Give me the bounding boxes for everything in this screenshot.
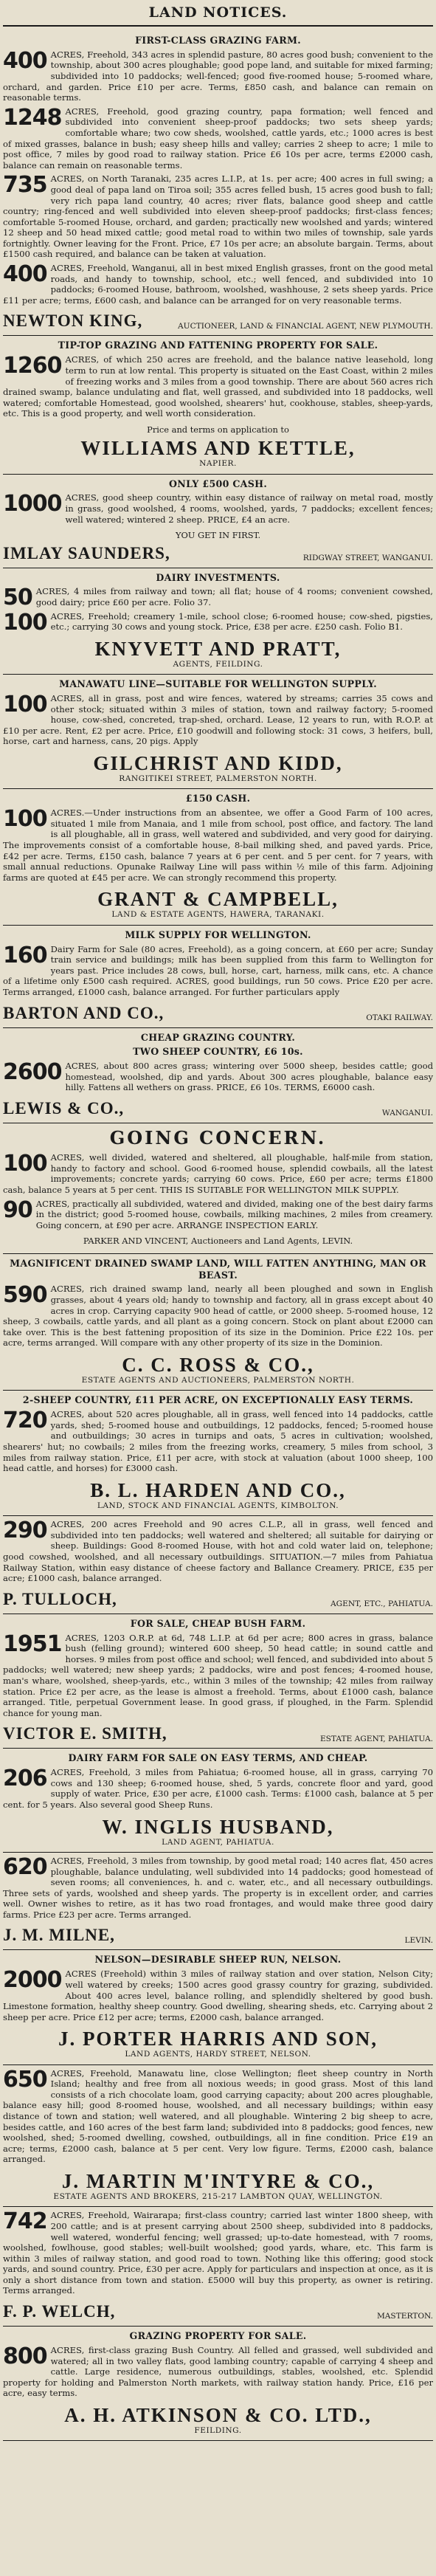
acreage-figure: 1248 [3,104,62,131]
agent-address: LAND AGENT, PAHIATUA. [162,1837,274,1847]
acreage-figure: 1951 [3,1630,62,1657]
agent-signature [3,2302,433,2321]
listing-text: ACRES, practically all subdivided, watered and divided, making one of the best dairy farms in the district; good 5-roomed house, cowbails, milking machines, 2 miles from creamery. Going concern, at £90 per acre. ARRANGE INSPECTION EARLY. [35,1198,433,1230]
property-listing [3,492,433,525]
agent-line: PARKER AND VINCENT, Auctioneers and Land Agents, LEVIN. [83,1236,353,1247]
listing-text: ACRES.—Under instructions from an absentee, we offer a Good Farm of 100 acres, situated 1 mile from Manaia, and 1 mile from school, post office, and factory. The land is all ploughable, all in grass, well watered and subdivided, and very good for dairying. The improvements consist of a comfortable house, 8-bail milking shed, and paved yards. Price, £42 per acre. Terms, £150 cash, balance 7 years at 6 per cent. and 5 per cent. for 7 years, with small annual reductions. Opunake Railway Line will pass within ½ mile of this farm. Adjoining farms are quoted at £45 per acre. We can strongly recommend this property. [3,807,433,883]
land-advertisement [3,1123,433,1254]
section-title: LAND NOTICES. [3,3,433,27]
agent-name: LEWIS & CO., [3,1099,125,1118]
listing-text: ACRES, rich drained swamp land, nearly all been ploughed and sown in English grasses, about 4 years old; handy to township and factory, all in grass except about 40 acres in crop. Carrying capacity 900 head of cattle, or 2000 sheep. 5-roomed house, 12 sheep, 3 cowbails, cattle yards, and all plant as a going concern. Stock on plant about £2000 can take over. This is the best fattening proposition of its size in the Dominion. Price £22 10s. per acre, terms arranged. Will compare with any other property of its size in the Dominion. [3,1284,433,1349]
land-advertisement [3,1950,433,2064]
acreage-figure: 1260 [3,353,62,379]
agent-name: F. P. WELCH, [3,2302,116,2321]
agent-signature [3,1590,433,1609]
listing-text: ACRES, 200 acres Freehold and 90 acres C.L.P., all in grass, well fenced and subdivided into ten paddocks; well watered and sheltered; all suitable for dairying or sheep. Buildings: Good 8-roomed House, with hot and cold water laid on, telephone; good cowshed, woolshed, and all necessary outbuildings. SITUATION.—7 miles from Pahiatua Railway Station, within easy distance of cheese factory and Ballance Creamery. PRICE, £35 per acre; £1000 cash, balance arranged. [3,1519,433,1584]
property-listing [3,1969,433,2022]
agent-name: BARTON AND CO., [3,1003,165,1022]
ad-heading: DAIRY INVESTMENTS. [156,571,280,583]
newspaper-column [3,3,433,2570]
agent-address: AGENT, ETC., PAHIATUA. [331,1599,433,1609]
land-advertisement [3,1391,433,1516]
agent-address: ESTATE AGENTS AND AUCTIONEERS, PALMERSTON NORTH. [81,1376,355,1385]
property-listing [3,1284,433,1349]
agent-address: OTAKI RAILWAY. [366,1013,433,1022]
listing-text: ACRES (Freehold) within 3 miles of railway station and over station, Nelson City; well watered by creeks; 1500 acres good grassy country for grazing, subdivided. About 400 acres level, balance rolling, and splendidly sheltered by good bush. Limestone formation, healthy sheep country. Good dwelling, shearing sheds, etc. Carrying about 2 sheep per acre. Price £12 per acre; terms, £2000 cash, balance arranged. [3,1969,433,2022]
listing-text: ACRES, on North Taranaki, 235 acres L.I.P., at 1s. per acre; 400 acres in full swing; a good deal of papa land on Tiroa soil; 355 acres felled bush, 15 acres good bush to fall; very rich papa land country, 40 acres; river flats, balance good sheep and cattle country; ring-fenced and well subdivided into eleven sheep-proof paddocks; first-class fences; comfortable 5-roomed House, orchard, and garden; practically new woolshed and yards; wintered 12 sheep and 50 head mixed cattle; good metal road to within two miles of township, sale yards fortnightly. Owner leaving for the Front. Price, £7 10s per acre; an absolute bargain. Terms, about £1500 cash required, and balance can be taken at valuation. [3,173,433,260]
acreage-figure: 100 [3,1151,47,1177]
agent-address: MASTERTON. [376,2312,433,2321]
agent-address: RANGITIKEI STREET, PALMERSTON NORTH. [119,774,317,783]
land-advertisement [3,1614,433,1749]
ad-heading: 2-SHEEP COUNTRY, £11 PER ACRE, ON EXCEPTIONALLY EASY TERMS. [22,1394,414,1406]
property-listing [3,2210,433,2296]
listing-text: ACRES, Freehold; creamery 1-mile, school close; 6-roomed house; cow-shed, pigsties, etc.; carrying 30 cows and young stock. Price, £38 per acre. £250 cash. Folio B1. [50,610,433,633]
agent-address: WANGANUI. [381,1109,433,1118]
ad-heading: MANAWATU LINE—SUITABLE FOR WELLINGTON SUPPLY. [59,678,377,690]
agent-name: W. INGLIS HUSBAND, [102,1815,334,1838]
property-listing [3,585,433,611]
land-advertisement [3,926,433,1028]
ad-heading: NELSON—DESIRABLE SHEEP RUN, NELSON. [94,1954,342,1966]
property-listing [3,693,433,747]
land-advertisement [3,1516,433,1614]
agent-name: GILCHRIST AND KIDD, [93,751,343,774]
listing-text: ACRES, Freehold, 343 acres in splendid pasture, 80 acres good bush; convenient to the township, about 300 acres ploughable; good pope land, and suitable for mixed farming; subdivided into 10 paddocks; well-fenced; good five-roomed house; 5-roomed whare, orchard, and garden. Price £10 per acre. Terms, £850 cash, and balance can remain on reasonable terms. [3,49,433,103]
property-listing [3,1519,433,1584]
ad-heading: TIP-TOP GRAZING AND FATTENING PROPERTY FOR SALE. [58,340,378,351]
agent-signature [3,544,433,563]
acreage-figure: 800 [3,2343,47,2369]
ad-heading: £150 CASH. [185,793,251,805]
agent-name: B. L. HARDEN AND CO., [90,1478,346,1501]
land-advertisement [3,1028,433,1124]
acreage-figure: 206 [3,1766,47,1792]
listing-text: ACRES, Freehold, Wairarapa; first-class country; carried last winter 1800 sheep, with 200 cattle; and is at present carrying about 2500 sheep, subdivided into 8 paddocks, well watered, wonderful fencing; well grassed; up-to-date homestead, with 7 rooms, woolshed, fowlhouse, good stables; well-built woolshed; good yards, whare, etc. This farm is within 3 miles of railway station, and good road to town. Nothing like this offering; good stock yards, and sound country. Price, £30 per acre. Apply for particulars and inspection at once, as it is only a short distance from town and station. £5000 will buy this property, as owner is retiring. Terms arranged. [3,2210,433,2296]
acreage-figure: 1000 [3,491,62,517]
agent-name: J. MARTIN M'INTYRE & CO., [61,2169,375,2192]
acreage-figure: 2000 [3,1967,62,1994]
listing-text: ACRES, all in grass, post and wire fences, watered by streams; carries 35 cows and other stock; situated within 3 miles of station, town and railway factory; 5-roomed house, cow-shed, concreted, trap-shed, orchard. Lease, 12 years to run, with R.O.P. at £10 per acre. Rent, £2 per acre. Price, £10 goodwill and following stock: 31 cows, 3 heifers, bull, horse, cart and harness, cans, 20 pigs. Apply [3,693,433,747]
listing-text: ACRES, good sheep country, within easy distance of railway on metal road, mostly in grass, good woolshed, 4 rooms, woolshed, yards, 7 paddocks; excellent fences; well watered; wintered 2 sheep. PRICE, £4 an acre. [65,492,433,525]
property-listing [3,263,433,306]
agent-address: LEVIN. [404,1935,433,1945]
agent-name: VICTOR E. SMITH, [3,1724,167,1743]
listing-text: ACRES, Freehold, Manawatu line, close Wellington; fleet sheep country in North Island; healthy and free from all noxious weeds; in good grass. Most of this land consists of a rich chocolate loam, good carrying capacity; about 200 acres ploughable, balance easy hill; good 8-roomed house, woolshed, and all necessary buildings; within easy distance of town and station; well watered, and all ploughable. Wintering 2 big sheep to acre, besides cattle, and 160 acres of the best farm land; subdivided into 8 paddocks; good fences, new woolshed, shed; 5-roomed dwelling, cowshed, outbuildings, all in fine condition. Price £19 an acre; terms, £2000 cash, balance at 5 per cent. Very low figure. Terms, £2000 cash, balance arranged. [3,2067,433,2165]
land-advertisement [3,1853,433,1951]
property-listing [3,609,433,636]
listing-text: ACRES, Freehold, Wanganui, all in best mixed English grasses, front on the good metal roads, and handy to township, school, etc.; well fenced, and subdivided into 10 paddocks; 6-roomed House, bathroom, woolshed, washhouse, 2 sets sheep yards. Price £11 per acre; terms, £600 cash, and balance can be arranged for on very reasonable terms. [3,263,433,306]
agent-address: AUCTIONEER, LAND & FINANCIAL AGENT, NEW PLYMOUTH. [178,321,433,331]
listing-text: ACRES, Freehold, 3 miles from Pahiatua; 6-roomed house, all in grass, carrying 70 cows and 130 sheep; 6-roomed house, shed, 5 yards, concrete floor and yard, good supply of water. Price, £30 per acre, £1000 cash. Terms: £1000 cash, balance at 5 per cent. for 5 years. Also several good Sheep Runs. [3,1767,433,1810]
acreage-figure: 400 [3,261,47,288]
listing-text: ACRES, Freehold, good grazing country, papa formation; well fenced and subdivided into convenient sheep-proof paddocks; two sets sheep yards; comfortable whare; two cow sheds, woolshed, cattle yards, etc.; 1000 acres is best of mixed grasses, balance in bush; easy sheep hills and valley; carries 2 sheep to acre; 1 mile to post office, 7 miles by good road to railway station. Price £6 10s per acre, terms £2000 cash, balance can remain on reasonable terms. [3,106,433,171]
property-listing [3,354,433,419]
listing-text: ACRES, 4 miles from railway and town; all flat; house of 4 rooms; convenient cowshed, good dairy; price £60 per acre. Folio 37. [35,586,433,608]
agent-name: GRANT & CAMPBELL, [97,888,339,911]
land-advertisement [3,2327,433,2441]
land-advertisement [3,2207,433,2327]
property-listing [3,2068,433,2165]
ad-heading: MILK SUPPLY FOR WELLINGTON. [125,929,311,940]
agent-address: LAND, STOCK AND FINANCIAL AGENTS, KIMBOLTON. [97,1501,339,1510]
property-listing [3,173,433,260]
land-advertisement [3,789,433,925]
property-listing [3,1152,433,1195]
agent-name: P. TULLOCH, [3,1589,117,1608]
ad-heading: MAGNIFICENT DRAINED SWAMP LAND, WILL FATTEN ANYTHING, MAN OR BEAST. [10,1257,426,1281]
acreage-figure: 290 [3,1518,47,1544]
ad-heading: GOING CONCERN. [109,1127,327,1149]
agent-signature [3,1926,433,1945]
agent-name: WILLIAMS AND KETTLE, [80,437,356,460]
agent-signature [3,1004,433,1023]
agent-address: LAND AGENTS, HARDY STREET, NELSON. [125,2050,311,2059]
acreage-figure: 100 [3,806,47,833]
agent-signature [3,311,433,331]
listing-text: Dairy Farm for Sale (80 acres, Freehold), as a going concern, at £60 per acre; Sunday train service and buildings; milk has been supplied from this farm to Wellington for years past. Price includes 28 cows, bull, horse, cart, harness, milk cans, etc. A chance of a lifetime only £500 cash required. ACRES, good buildings, run 50 cows. Price £20 per acre. Terms arranged, £1000 cash, balance arranged. For further particulars apply [3,943,433,997]
listing-text: ACRES, first-class grazing Bush Country. All felled and grassed, well subdivided and watered; all in two valley flats, good lambing country; capable of carrying 4 sheep and cattle. Large residence, numerous outbuildings, stables, woolshed, etc. Splendid property for holding and Palmerston North markets, with railway station handy. Price, £16 per acre, easy terms. [3,2344,433,2399]
ad-note: YOU GET IN FIRST. [175,530,261,541]
agent-name: IMLAY SAUNDERS, [3,543,170,562]
ad-heading: ONLY £500 CASH. [168,478,267,489]
property-listing [3,1853,433,1921]
ad-heading: FOR SALE, CHEAP BUSH FARM. [130,1617,306,1629]
property-listing [3,49,433,103]
agent-address: ESTATE AGENTS AND BROKERS, 215-217 LAMBTON QUAY, WELLINGTON. [53,2191,383,2201]
acreage-figure: 100 [3,692,47,718]
acreage-figure: 720 [3,1408,47,1434]
agent-name: KNYVETT AND PRATT, [94,637,342,660]
property-listing [3,1061,433,1093]
acreage-figure: 50 [3,585,32,611]
acreage-figure: 100 [3,609,47,636]
agent-name: A. H. ATKINSON & CO. LTD., [64,2403,372,2426]
property-listing [3,1196,433,1231]
acreage-figure: 620 [3,1853,47,1880]
agent-address: LAND & ESTATE AGENTS, HAWERA, TARANAKI. [111,910,325,920]
land-advertisement [3,31,433,337]
listing-text: ACRES, Freehold, 3 miles from township, by good metal road; 140 acres flat, 450 acres ploughable, balance undulating, well subdivided into 14 paddocks; good homestead of seven rooms; all conveniences, h. and c. water, etc., and all necessary outbuildings. Three sets of yards, woolshed and sheep yards. The property is in excellent order, and carries well. Owner wishes to retire, as it has two road frontages, and would make three good dairy farms. Price £23 per acre. Terms arranged. [3,1855,433,1920]
acreage-figure: 400 [3,47,47,74]
listing-text: ACRES, about 520 acres ploughable, all in grass, well fenced into 14 paddocks, cattle yards, shed; 5-roomed house and outbuildings, 12 paddocks, fenced; 5-roomed house and outbuildings; 30 acres in turnips and oats, 5 acres in cultivation; woolshed, shearers' hut; no cowbails; 2 miles from the freezing works, creamery, 5 miles from school, 3 miles from railway station. Price, £11 per acre, with stock at valuation (about 1000 sheep, 100 head cattle, and horses) for £3000 cash. [3,1409,433,1474]
agent-address: ESTATE AGENT, PAHIATUA. [319,1734,433,1743]
property-listing [3,1409,433,1474]
land-advertisement [3,475,433,568]
property-listing [3,944,433,998]
agent-address: NAPIER. [199,459,237,469]
land-advertisement [3,675,433,789]
property-listing [3,2345,433,2399]
land-advertisement [3,336,433,474]
agent-signature [3,1724,433,1743]
property-listing [3,1767,433,1810]
ad-note: Price and terms on application to [147,424,289,435]
ad-heading: FIRST-CLASS GRAZING FARM. [135,34,301,46]
property-listing [3,1630,433,1719]
acreage-figure: 735 [3,172,47,199]
acreage-figure: 650 [3,2066,47,2093]
listing-text: ACRES, 1203 O.R.P. at 6d, 748 L.I.P. at 6d per acre; 800 acres in grass, balance bush (felling ground); wintered 600 sheep, 50 head cattle; in sound cattle and horses. 9 miles from post office and school; well fenced, and subdivided into about 5 paddocks; well watered; new sheep yards; 2 paddocks, wire and post fences; 4-roomed house, man's whare, woolshed, sheep-yards, etc., within 3 miles of the township; 42 miles from railway station. Price £2 per acre, as the lease is almost a freehold. Terms, about £1000 cash, balance arranged. Title, perpetual Government lease. In good grass, if ploughed, in the Farm. Splendid chance for young man. [3,1632,433,1718]
ad-heading: DAIRY FARM FOR SALE ON EASY TERMS, AND CHEAP. [68,1752,368,1764]
listing-text: ACRES, of which 250 acres are freehold, and the balance native leasehold, long term to run at low rental. This property is situated on the East Coast, within 2 miles of freezing works and 3 miles from a good township. There are about 560 acres rich drained swamp, balance undulating and flat, well grassed, and subdivided into 18 paddocks, well watered; comfortable Homestead, good woolshed, shearers' hut, cookhouse, stables, sheep-yards, etc. This is a good property, and well worth consideration. [3,354,433,419]
listing-text: ACRES, about 800 acres grass; wintering over 5000 sheep, besides cattle; good homestead, woolshed, dip and yards. About 300 acres ploughable, balance easy hilly. Fattens all wethers on grass. PRICE, £6 10s. TERMS, £6000 cash. [65,1061,433,1093]
land-advertisement [3,1254,433,1391]
acreage-figure: 742 [3,2208,47,2235]
acreage-figure: 2600 [3,1059,62,1086]
land-advertisement [3,2065,433,2208]
acreage-figure: 90 [3,1196,32,1223]
agent-address: RIDGWAY STREET, WANGANUI. [302,553,433,562]
agent-name: C. C. ROSS & CO., [122,1354,314,1377]
ad-heading: GRAZING PROPERTY FOR SALE. [129,2330,307,2342]
agent-name: J. PORTER HARRIS AND SON, [58,2028,378,2050]
acreage-figure: 590 [3,1282,47,1309]
agent-address: FEILDING. [194,2425,242,2435]
listing-text: ACRES, well divided, watered and sheltered, all ploughable, half-mile from station, handy to factory and school. Good 6-roomed house, splendid cowbails, all the latest improvements; concrete yards; carrying 60 cows. Price, £60 per acre; terms £1800 cash, balance 5 years at 5 per cent. THIS IS SUITABLE FOR WELLINGTON MILK SUPPLY. [3,1152,433,1196]
property-listing [3,807,433,883]
agent-signature [3,1099,433,1118]
ad-heading: CHEAP GRAZING COUNTRY. [140,1031,296,1043]
land-advertisement [3,568,433,675]
agent-name: J. M. MILNE, [3,1926,115,1945]
land-advertisement [3,1749,433,1853]
agent-address: AGENTS, FEILDING. [173,659,263,669]
property-listing [3,106,433,171]
acreage-figure: 160 [3,942,47,968]
ad-subheading: TWO SHEEP COUNTRY, £6 10s. [133,1046,303,1058]
advertisement-list [3,31,433,2441]
agent-name: NEWTON KING, [3,311,143,331]
